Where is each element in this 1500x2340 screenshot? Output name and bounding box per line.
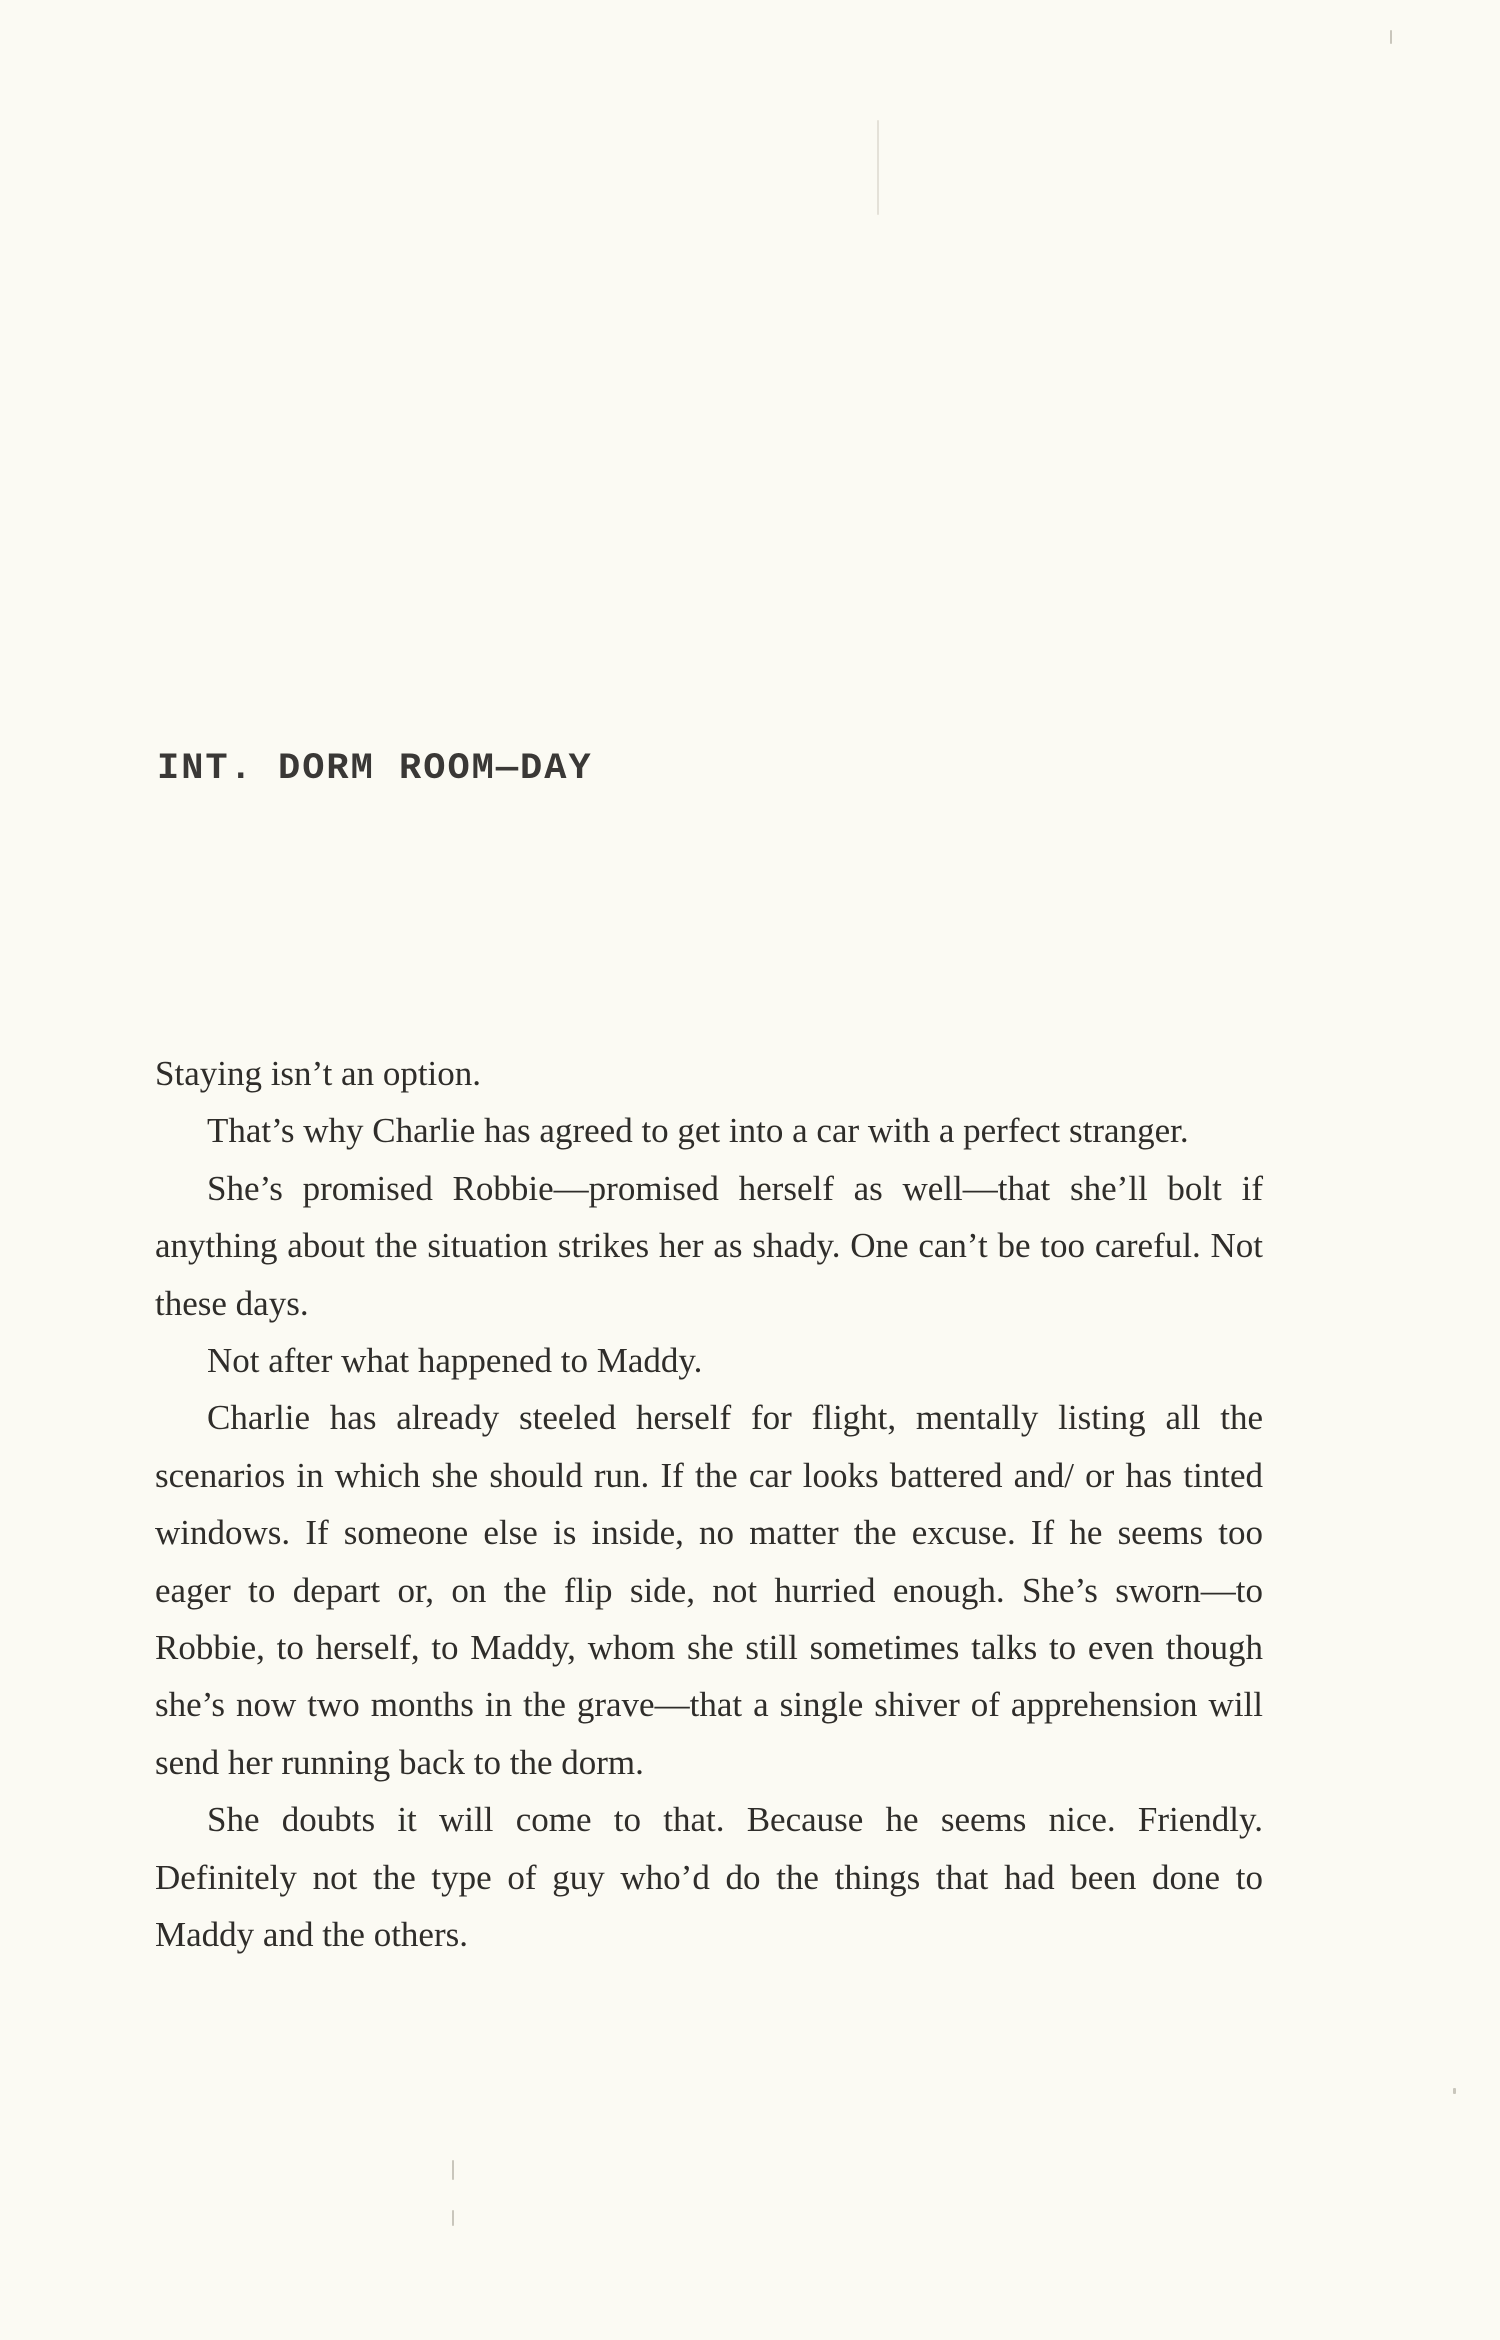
paragraph: She’s promised Robbie—promised herself as well—that she’ll bolt if anything about the situation strikes her as shady. One can’t be too careful. Not these days. xyxy=(155,1168,1263,1323)
paragraph: Not after what happened to Maddy. xyxy=(207,1341,703,1381)
paragraph: Staying isn’t an option. xyxy=(155,1054,482,1093)
body-text xyxy=(155,1045,1263,1964)
scan-speck xyxy=(1453,2088,1456,2094)
paragraph: She doubts it will come to that. Because he seems nice. Friendly. Definitely not the type of guy who’d do the things that had been done to Maddy and the others. xyxy=(155,1800,1263,1955)
scan-speck xyxy=(452,2160,454,2180)
scan-speck xyxy=(877,120,879,215)
paragraph: That’s why Charlie has agreed to get into a car with a perfect stranger. xyxy=(207,1111,1189,1151)
scan-speck xyxy=(452,2210,454,2226)
scene-heading: INT. DORM ROOM—DAY xyxy=(157,748,593,790)
scan-speck xyxy=(1390,30,1392,44)
paragraph: Charlie has already steeled herself for flight, mentally listing all the scenarios in which she should run. If the car looks battered and/ or has tinted windows. If someone else is inside, no matter the excuse. If he seems too eager to depart or, on the flip side, not hurried enough. She’s sworn—to Robbie, to herself, to Maddy, whom she still sometimes talks to even though she’s now two months in the grave—that a single shiver of apprehension will send her running back to the dorm. xyxy=(155,1398,1263,1782)
